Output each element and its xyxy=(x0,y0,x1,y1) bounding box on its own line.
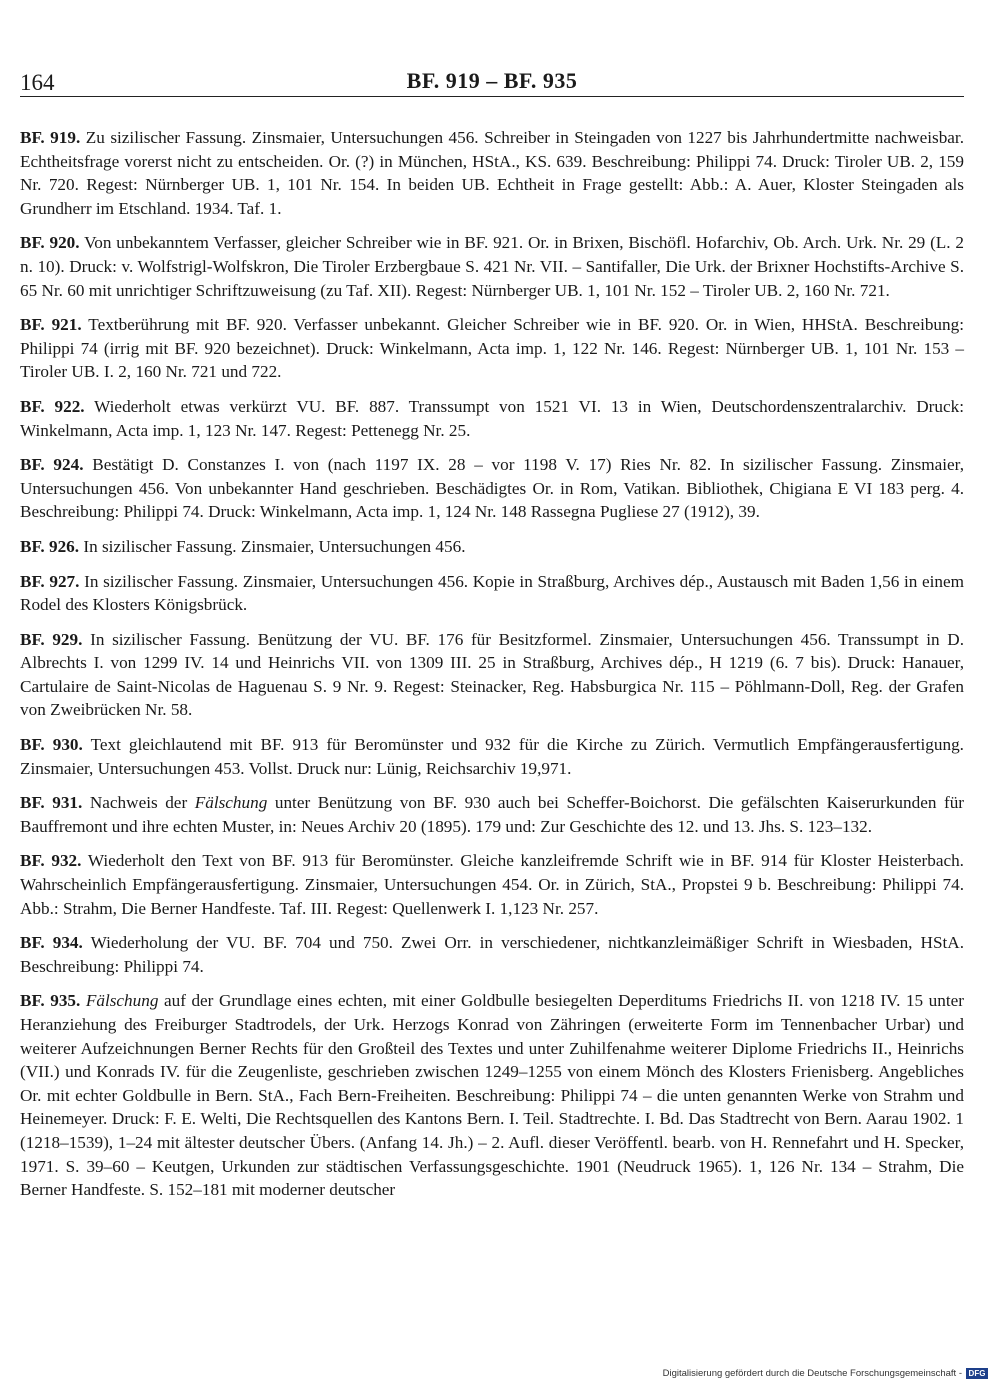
entry-label: BF. 922. xyxy=(20,396,85,416)
document-page xyxy=(20,62,964,1213)
entry-text: Wiederholung der VU. BF. 704 und 750. Zwei Orr. in verschiedener, nichtkanzleimäßiger Schrift in Wiesbaden, HStA. Beschreibung: Philippi 74. xyxy=(20,933,964,976)
entry-label: BF. 927. xyxy=(20,571,80,591)
dfg-footer xyxy=(663,1368,988,1379)
entry-keyword: Fälschung xyxy=(85,991,159,1011)
dfg-logo: DFG xyxy=(966,1368,988,1379)
entry-label: BF. 929. xyxy=(20,629,83,649)
entry-bf-929 xyxy=(20,628,964,722)
entry-bf-930 xyxy=(20,733,964,780)
footer-text: Digitalisierung gefördert durch die Deutsche Forschungsgemeinschaft - xyxy=(662,1368,962,1379)
entry-bf-931 xyxy=(20,791,964,838)
entry-text: In sizilischer Fassung. Zinsmaier, Untersuchungen 456. Kopie in Straßburg, Archives dép., Austausch mit Baden 1,56 in einem Rodel des Klosters Königsbrück. xyxy=(20,571,965,615)
entry-bf-926 xyxy=(20,535,964,559)
entry-label: BF. 924. xyxy=(20,455,84,475)
entry-label: BF. 926. xyxy=(20,536,80,556)
entry-label: BF. 932. xyxy=(20,851,82,871)
entries-list xyxy=(20,126,964,1202)
entry-text: In sizilischer Fassung. Zinsmaier, Untersuchungen 456. xyxy=(83,536,466,556)
entry-text: Bestätigt D. Constanzes I. von (nach 1197 IX. 28 – vor 1198 V. 17) Ries Nr. 82. In sizilischer Fassung. Zinsmaier, Untersuchungen 456. Von unbekannter Hand geschrieben. Beschädigtes Or. in Rom, Vatikan. Bibliothek, Chigiana E VI 183 perg. 4. Beschreibung: Philippi 74. Druck: Winkelmann, Acta imp. 1, 124 Nr. 148 Rassegna Pugliese 27 (1912), 39. xyxy=(20,455,965,522)
entry-bf-924 xyxy=(20,453,964,524)
entry-label: BF. 931. xyxy=(20,793,83,813)
entry-text: Text gleichlautend mit BF. 913 für Beromünster und 932 für die Kirche zu Zürich. Vermutlich Empfängerausfertigung. Zinsmaier, Untersuchungen 453. Vollst. Druck nur: Lünig, Reichsarchiv 19,971. xyxy=(20,735,964,778)
entry-bf-934 xyxy=(20,931,964,978)
entry-label: BF. 921. xyxy=(20,315,82,335)
entry-bf-932 xyxy=(20,849,964,920)
page-header xyxy=(20,62,964,97)
entry-bf-935 xyxy=(20,989,964,1201)
running-title: BF. 919 – BF. 935 xyxy=(406,68,578,93)
entry-label: BF. 934. xyxy=(20,933,83,953)
entry-bf-922 xyxy=(20,395,964,442)
entry-text: auf der Grundlage eines echten, mit einer Goldbulle besiegelten Deperditums Friedrichs II. von 1218 IV. 15 unter Heranziehung des Freiburger Stadtrodels, der Urk. Herzogs Konrad von Zähringen (erweiterte Form im Tennenbacher Urbar) und weiterer Aufzeichnungen Berner Rechts für den Großteil des Textes und unter Zuhilfenahme weiterer Diplome Friedrichs II., Heinrichs (VII.) und Konrads IV. für die Zeugenliste, geschrieben zwischen 1249–1255 von einem Mönch des Klosters Frienisberg. Angebliches Or. mit echter Goldbulle in Bern. StA., Fach Bern-Freiheiten. Beschreibung: Philippi 74 – die unten genannten Werke von Strahm und Heinemeyer. Druck: F. E. Welti, Die Rechtsquellen des Kantons Bern. I. Teil. Stadtrechte. I. Bd. Das Stadtrecht von Bern. Aarau 1902. 1 (1218–1539), 1–24 mit ältester deutscher Übers. (Anfang 14. Jh.) – 2. Aufl. dieser Veröffentl. bearb. von H. Rennefahrt und H. Specker, 1971. S. 39–60 – Keutgen, Urkunden zur städtischen Verfassungsgeschichte. 1901 (Neudruck 1965). 1, 126 Nr. 134 – Strahm, Die Berner Handfeste. S. 152–181 mit moderner deutscher xyxy=(20,991,964,1200)
entry-label: BF. 935. xyxy=(20,991,81,1011)
entry-label: BF. 920. xyxy=(20,233,80,253)
entry-bf-919 xyxy=(20,126,964,220)
entry-text: Von unbekanntem Verfasser, gleicher Schreiber wie in BF. 921. Or. in Brixen, Bischöfl. Hofarchiv, Ob. Arch. Urk. Nr. 29 (L. 2 n. 10). Druck: v. Wolfstrigl-Wolfskron, Die Tiroler Erzbergbaue S. 421 Nr. VII. – Santifaller, Die Urk. der Brixner Hochstifts-Archive S. 65 Nr. 60 mit unrichtiger Schriftzuweisung (zu Taf. XII). Regest: Nürnberger UB. 1, 101 Nr. 152 – Tiroler UB. 2, 160 Nr. 721. xyxy=(20,233,964,300)
entry-bf-920 xyxy=(20,231,964,302)
page-number: 164 xyxy=(20,70,55,95)
entry-label: BF. 930. xyxy=(20,735,83,755)
entry-text: Wiederholt etwas verkürzt VU. BF. 887. Transsumpt von 1521 VI. 13 in Wien, Deutschordenszentralarchiv. Druck: Winkelmann, Acta imp. 1, 123 Nr. 147. Regest: Pettenegg Nr. 25. xyxy=(20,396,964,440)
entry-text: Zu sizilischer Fassung. Zinsmaier, Untersuchungen 456. Schreiber in Steingaden von 1227 bis Jahrhundertmitte nachweisbar. Echtheitsfrage vorerst nicht zu entscheiden. Or. (?) in München, HStA., KS. 639. Beschreibung: Philippi 74. Druck: Tiroler UB. 2, 159 Nr. 720. Regest: Nürnberger UB. 1, 101 Nr. 154. In beiden UB. Echtheit in Frage gestellt: Abb.: A. Auer, Kloster Steingaden als Grundherr im Etschland. 1934. Taf. 1. xyxy=(20,128,964,218)
entry-bf-921 xyxy=(20,313,964,384)
entry-text: unter Benützung von BF. 930 auch bei Scheffer-Boichorst. Die gefälschten Kaiserurkunden für Bauffremont und ihre echten Muster, in: Neues Archiv 20 (1895). 179 und: Zur Geschichte des 12. und 13. Jhs. S. 123–132. xyxy=(20,793,965,836)
entry-bf-927 xyxy=(20,570,964,617)
entry-text: In sizilischer Fassung. Benützung der VU. BF. 176 für Besitzformel. Zinsmaier, Untersuchungen 456. Transsumpt in D. Albrechts I. von 1299 IV. 14 und Heinrichs VII. von 1309 III. 25 in Straßburg, Archives dép., H 1219 (6. 7 bis). Druck: Hanauer, Cartulaire de Saint-Nicolas de Haguenau S. 9 Nr. 9. Regest: Steinacker, Reg. Habsburgica Nr. 115 – Pöhlmann-Doll, Reg. der Grafen von Zweibrücken Nr. 58. xyxy=(20,629,965,720)
entry-label: BF. 919. xyxy=(20,128,81,147)
entry-keyword: Fälschung xyxy=(194,793,268,813)
entry-text-pre: Nachweis der xyxy=(89,793,195,813)
entry-text: Textberührung mit BF. 920. Verfasser unbekannt. Gleicher Schreiber wie in BF. 920. Or. in Wien, HHStA. Beschreibung: Philippi 74 (irrig mit BF. 920 bezeichnet). Druck: Winkelmann, Acta imp. 1, 122 Nr. 146. Regest: Nürnberger UB. 1, 101 Nr. 153 – Tiroler UB. I. 2, 160 Nr. 721 und 722. xyxy=(20,315,964,382)
entry-text: Wiederholt den Text von BF. 913 für Beromünster. Gleiche kanzleifremde Schrift wie in BF. 914 für Kloster Heisterbach. Wahrscheinlich Empfängerausfertigung. Zinsmaier, Untersuchungen 454. Or. in Zürich, StA., Propstei 9 b. Beschreibung: Philippi 74. Abb.: Strahm, Die Berner Handfeste. Taf. III. Regest: Quellenwerk I. 1,123 Nr. 257. xyxy=(20,851,964,918)
